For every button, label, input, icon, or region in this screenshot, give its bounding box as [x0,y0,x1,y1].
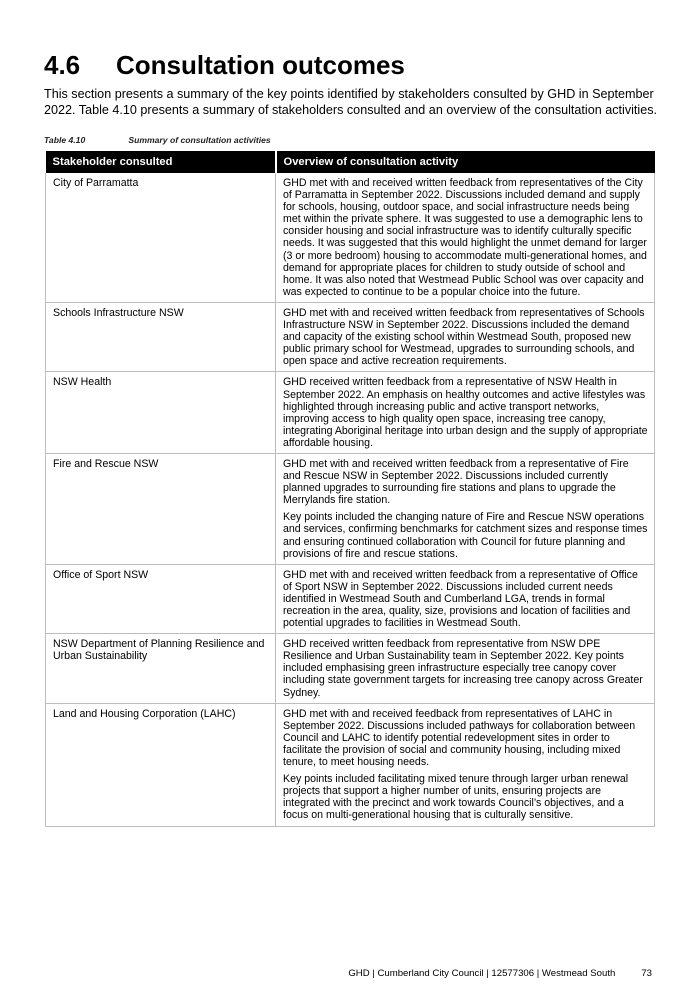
footer-text: GHD | Cumberland City Council | 12577306 | Westmead South [348,968,616,979]
table-caption-title: Summary of consultation activities [128,135,271,145]
overview-paragraph: GHD met with and received written feedback from a representative of Office of Sport NSW in September 2022. Discussions included current needs identified in Westmead South and Cumberland LGA, trends in formal recreation in the area, quality, size, provisions and location of facilities and potential upgrades to facilities in Westmead South. [283,568,638,630]
table-caption-number: Table 4.10 [44,135,86,145]
table-row [46,173,655,302]
overview-paragraph: Key points included the changing nature of Fire and Rescue NSW operations and services, confirming benchmarks for catchment sizes and response times and ensuring continued collaboration with Council for future planning and provisions of fire and rescue stations. [283,511,648,560]
section-title: Consultation outcomes [116,50,405,80]
table-row [46,564,655,633]
section-number: 4.6 [44,50,81,80]
table-caption [44,135,271,145]
consultation-table [45,151,655,827]
column-header-stakeholder: Stakeholder consulted [46,151,276,173]
overview-cell [276,173,655,302]
intro-paragraph: This section presents a summary of the key points identified by stakeholders consulted by GHD in September 2022. Table 4.10 presents a summary of stakeholders consulted and an overview of the consultation activities. [44,87,658,117]
overview-cell [276,703,655,826]
overview-paragraph: GHD met with and received written feedback from representatives of the City of Parramatta in September 2022. Discussions included demand and supply for schools, housing, outdoor space, and social infrastructure needs being met within the private sphere. It was suggested to use a demographic lens to consider housing and social infrastructure was to identify culturally specific needs. It was suggested that this would highlight the unmet demand for larger (3 or more bedroom) housing to accommodate multi-generational homes, and demand for appropriate places for children to study outside of school and home. It was also noted that Westmead Public School was over capacity and was expected to continue to be a popular choice into the future. [283,177,647,298]
stakeholder-cell: NSW Department of Planning Resilience and Urban Sustainability [46,634,276,703]
table-row [46,372,655,454]
overview-paragraph: GHD received written feedback from a representative of NSW Health in September 2022. An emphasis on healthy outcomes and active lifestyles was highlighted through increasing public and active transport networks, improving access to high quality open space, increasing tree canopy, integrating Aboriginal heritage into urban design and the supply of appropriate affordable housing. [283,376,648,449]
overview-paragraph: GHD met with and received written feedback from representatives of Schools Infrastructure NSW in September 2022. Discussions included the demand and capacity of the existing school within Westmead South, proposed new public primary school for Westmead, upgrades to surrounding schools, and open space and active recreation requirements. [283,306,645,368]
overview-paragraph: GHD met with and received feedback from representatives of LAHC in September 2022. Discussions included pathways for collaboration between Council and LAHC to identify potential redevelopment sites in order to facilitate the provision of social and community housing, including mixed tenure, to meet housing needs. [283,707,636,769]
table-row [46,634,655,703]
overview-paragraph: GHD met with and received written feedback from a representative of Fire and Rescue NSW in September 2022. Discussions included currently planned upgrades to surrounding fire stations and plans to upgrade the Merrylands fire station. [283,457,629,507]
overview-cell [276,564,655,633]
overview-paragraph: Key points included facilitating mixed tenure through larger urban renewal projects that support a higher number of units, ensuring projects are integrated with the precinct and work towards Council’s objectives, and a focus on multi-generational housing that is culturally sensitive. [283,773,629,822]
overview-cell [276,634,655,703]
stakeholder-cell: City of Parramatta [46,173,276,302]
table-row [46,453,655,564]
page-number: 73 [641,968,652,979]
overview-cell [276,372,655,454]
column-header-overview: Overview of consultation activity [276,151,655,173]
stakeholder-cell: Fire and Rescue NSW [46,453,276,564]
overview-paragraph: GHD received written feedback from representative from NSW DPE Resilience and Urban Sustainability team in September 2022. Key points included emphasising green infrastructure especially tree canopy cover including state government targets for increasing tree canopy across Greater Sydney. [283,638,643,699]
overview-cell [276,453,655,564]
table-row [46,703,655,826]
stakeholder-cell: Office of Sport NSW [46,564,276,633]
stakeholder-cell: Schools Infrastructure NSW [46,302,276,371]
stakeholder-cell: NSW Health [46,372,276,454]
overview-cell [276,302,655,371]
table-header-row [46,151,655,173]
table-row [46,302,655,371]
section-heading [44,50,405,81]
stakeholder-cell: Land and Housing Corporation (LAHC) [46,703,276,826]
page-footer [348,968,652,979]
